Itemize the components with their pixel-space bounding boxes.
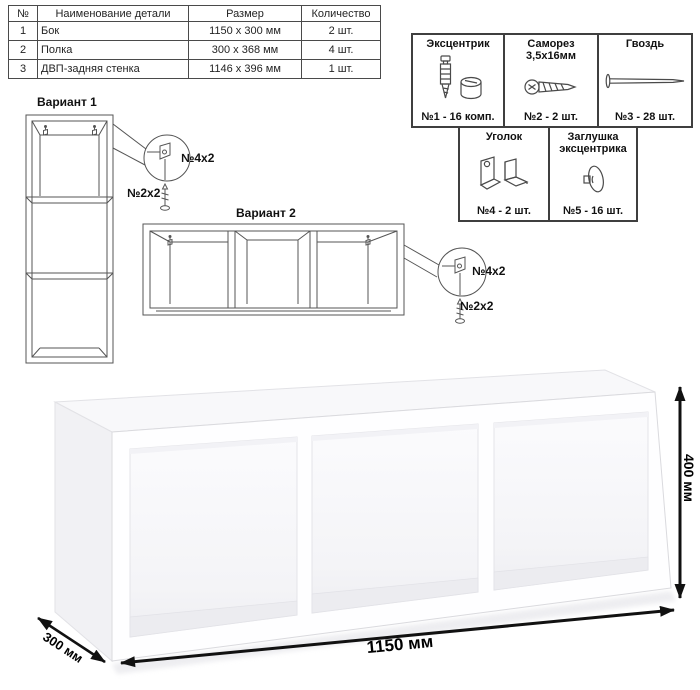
height-dimension-label: 400 мм <box>681 454 697 502</box>
hardware-cell-eccentric <box>411 33 505 128</box>
callout-leader-line <box>404 245 439 277</box>
part-qty-cell: 2 шт. <box>302 22 381 41</box>
hardware-item-subtitle: 3,5х16мм <box>526 50 576 62</box>
part-qty-cell: 1 шт. <box>302 60 381 79</box>
col-header-size: Размер <box>189 6 302 22</box>
part-qty-cell: 4 шт. <box>302 41 381 60</box>
shelf-compartment <box>130 437 297 637</box>
parts-table <box>8 5 381 79</box>
hardware-box-row-2 <box>458 126 638 222</box>
hardware-item-count: №4 - 2 шт. <box>477 205 531 217</box>
part-size-cell: 300 x 368 мм <box>189 41 302 60</box>
screw-count-label: №2х2 <box>460 299 494 313</box>
screw-icon <box>505 62 597 111</box>
col-header-qty: Количество <box>302 6 381 22</box>
hardware-item-count: №2 - 2 шт. <box>524 111 578 123</box>
hardware-box-row-1 <box>411 33 693 128</box>
callout-leader-line <box>113 124 146 165</box>
depth-dimension-label: 300 мм <box>40 629 86 666</box>
bracket-count-label: №4х2 <box>472 264 506 278</box>
part-name-cell: Полка <box>38 41 189 60</box>
bracket-mark-icon <box>93 126 97 136</box>
part-size-cell: 1150 x 300 мм <box>189 22 302 41</box>
table-row <box>9 41 381 60</box>
part-name-cell: ДВП-задняя стенка <box>38 60 189 79</box>
nail-icon <box>599 50 691 111</box>
shelf-outline <box>143 224 404 315</box>
hardware-item-count: №3 - 28 шт. <box>614 111 676 123</box>
hardware-item-title: Эксцентрик <box>426 38 490 50</box>
hardware-item-title: Гвоздь <box>625 38 665 50</box>
screw-count-label: №2х2 <box>127 186 161 200</box>
hardware-item-title: Уголок <box>485 131 523 143</box>
shelf-left-face <box>55 402 112 661</box>
hardware-item-count: №5 - 16 шт. <box>562 205 624 217</box>
table-header-row <box>9 6 381 22</box>
hardware-cell-screw <box>503 33 599 128</box>
hardware-cell-nail <box>597 33 693 128</box>
shelf-compartment <box>494 412 648 590</box>
corner-bracket-icon <box>460 143 548 205</box>
shelf-outline <box>26 115 113 363</box>
col-header-number: № <box>9 6 38 22</box>
part-size-cell: 1146 x 396 мм <box>189 60 302 79</box>
col-header-name: Наименование детали <box>38 6 189 22</box>
bracket-mark-icon <box>44 126 48 136</box>
part-number-cell: 1 <box>9 22 38 41</box>
variant-2-diagram <box>140 220 500 335</box>
hardware-item-title: Саморез <box>527 38 575 50</box>
hardware-item-title: Заглушка <box>567 131 619 143</box>
cam-cap-icon <box>550 155 636 205</box>
hardware-item-count: №1 - 16 комп. <box>421 111 495 123</box>
part-number-cell: 3 <box>9 60 38 79</box>
width-dimension-label: 1150 мм <box>365 631 435 658</box>
variant-2-title: Вариант 2 <box>236 206 296 220</box>
variant-1-title: Вариант 1 <box>37 95 97 109</box>
hardware-item-subtitle: эксцентрика <box>559 143 627 155</box>
hardware-cell-cam-cap <box>548 126 638 222</box>
part-name-cell: Бок <box>38 22 189 41</box>
bracket-count-label: №4х2 <box>181 151 215 165</box>
table-row <box>9 60 381 79</box>
screw-icon <box>161 184 170 210</box>
shelf-compartment <box>312 424 478 613</box>
part-number-cell: 2 <box>9 41 38 60</box>
table-row <box>9 22 381 41</box>
eccentric-cam-icon <box>413 50 503 111</box>
hardware-cell-corner-bracket <box>458 126 550 222</box>
